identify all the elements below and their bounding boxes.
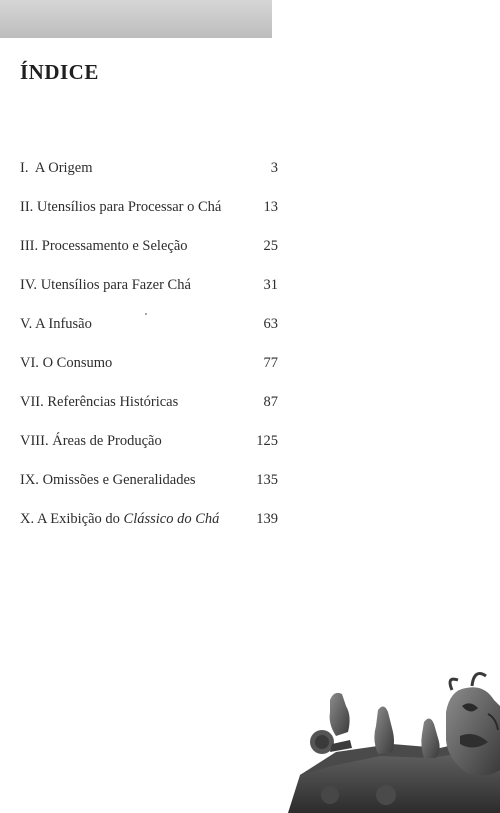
toc-entry-title: IX. Omissões e Generalidades — [20, 472, 196, 488]
toc-entry-page: 77 — [263, 355, 278, 371]
toc-entry-page: 3 — [270, 160, 278, 176]
toc-entry-title: X. A Exibição do Clássico do Chá — [20, 511, 220, 527]
toc-entry-page: 139 — [256, 511, 278, 527]
toc-entry-page: 87 — [263, 394, 278, 410]
toc-entry-page: 25 — [263, 238, 278, 254]
toc-entry-title: V. A Infusão — [20, 316, 92, 332]
toc-entry-title: IV. Utensílios para Fazer Chá — [20, 277, 191, 293]
toc-entry-title: III. Processamento e Seleção — [20, 238, 188, 254]
toc-entry-page: 135 — [256, 472, 278, 488]
toc-entry-page: 63 — [263, 316, 278, 332]
toc-entry-title: VI. O Consumo — [20, 355, 113, 371]
toc-entry-page: 13 — [263, 199, 278, 215]
toc-entry-page: 31 — [263, 277, 278, 293]
toc-entry-title: VII. Referências Históricas — [20, 394, 179, 410]
toc-entry-title: II. Utensílios para Processar o Chá — [20, 199, 222, 215]
toc-entry-title: I. A Origem — [20, 160, 93, 176]
toc-entry-page: 125 — [256, 433, 278, 449]
toc-entry-title: VIII. Áreas de Produção — [20, 433, 162, 449]
page-title: ÍNDICE — [20, 60, 99, 84]
